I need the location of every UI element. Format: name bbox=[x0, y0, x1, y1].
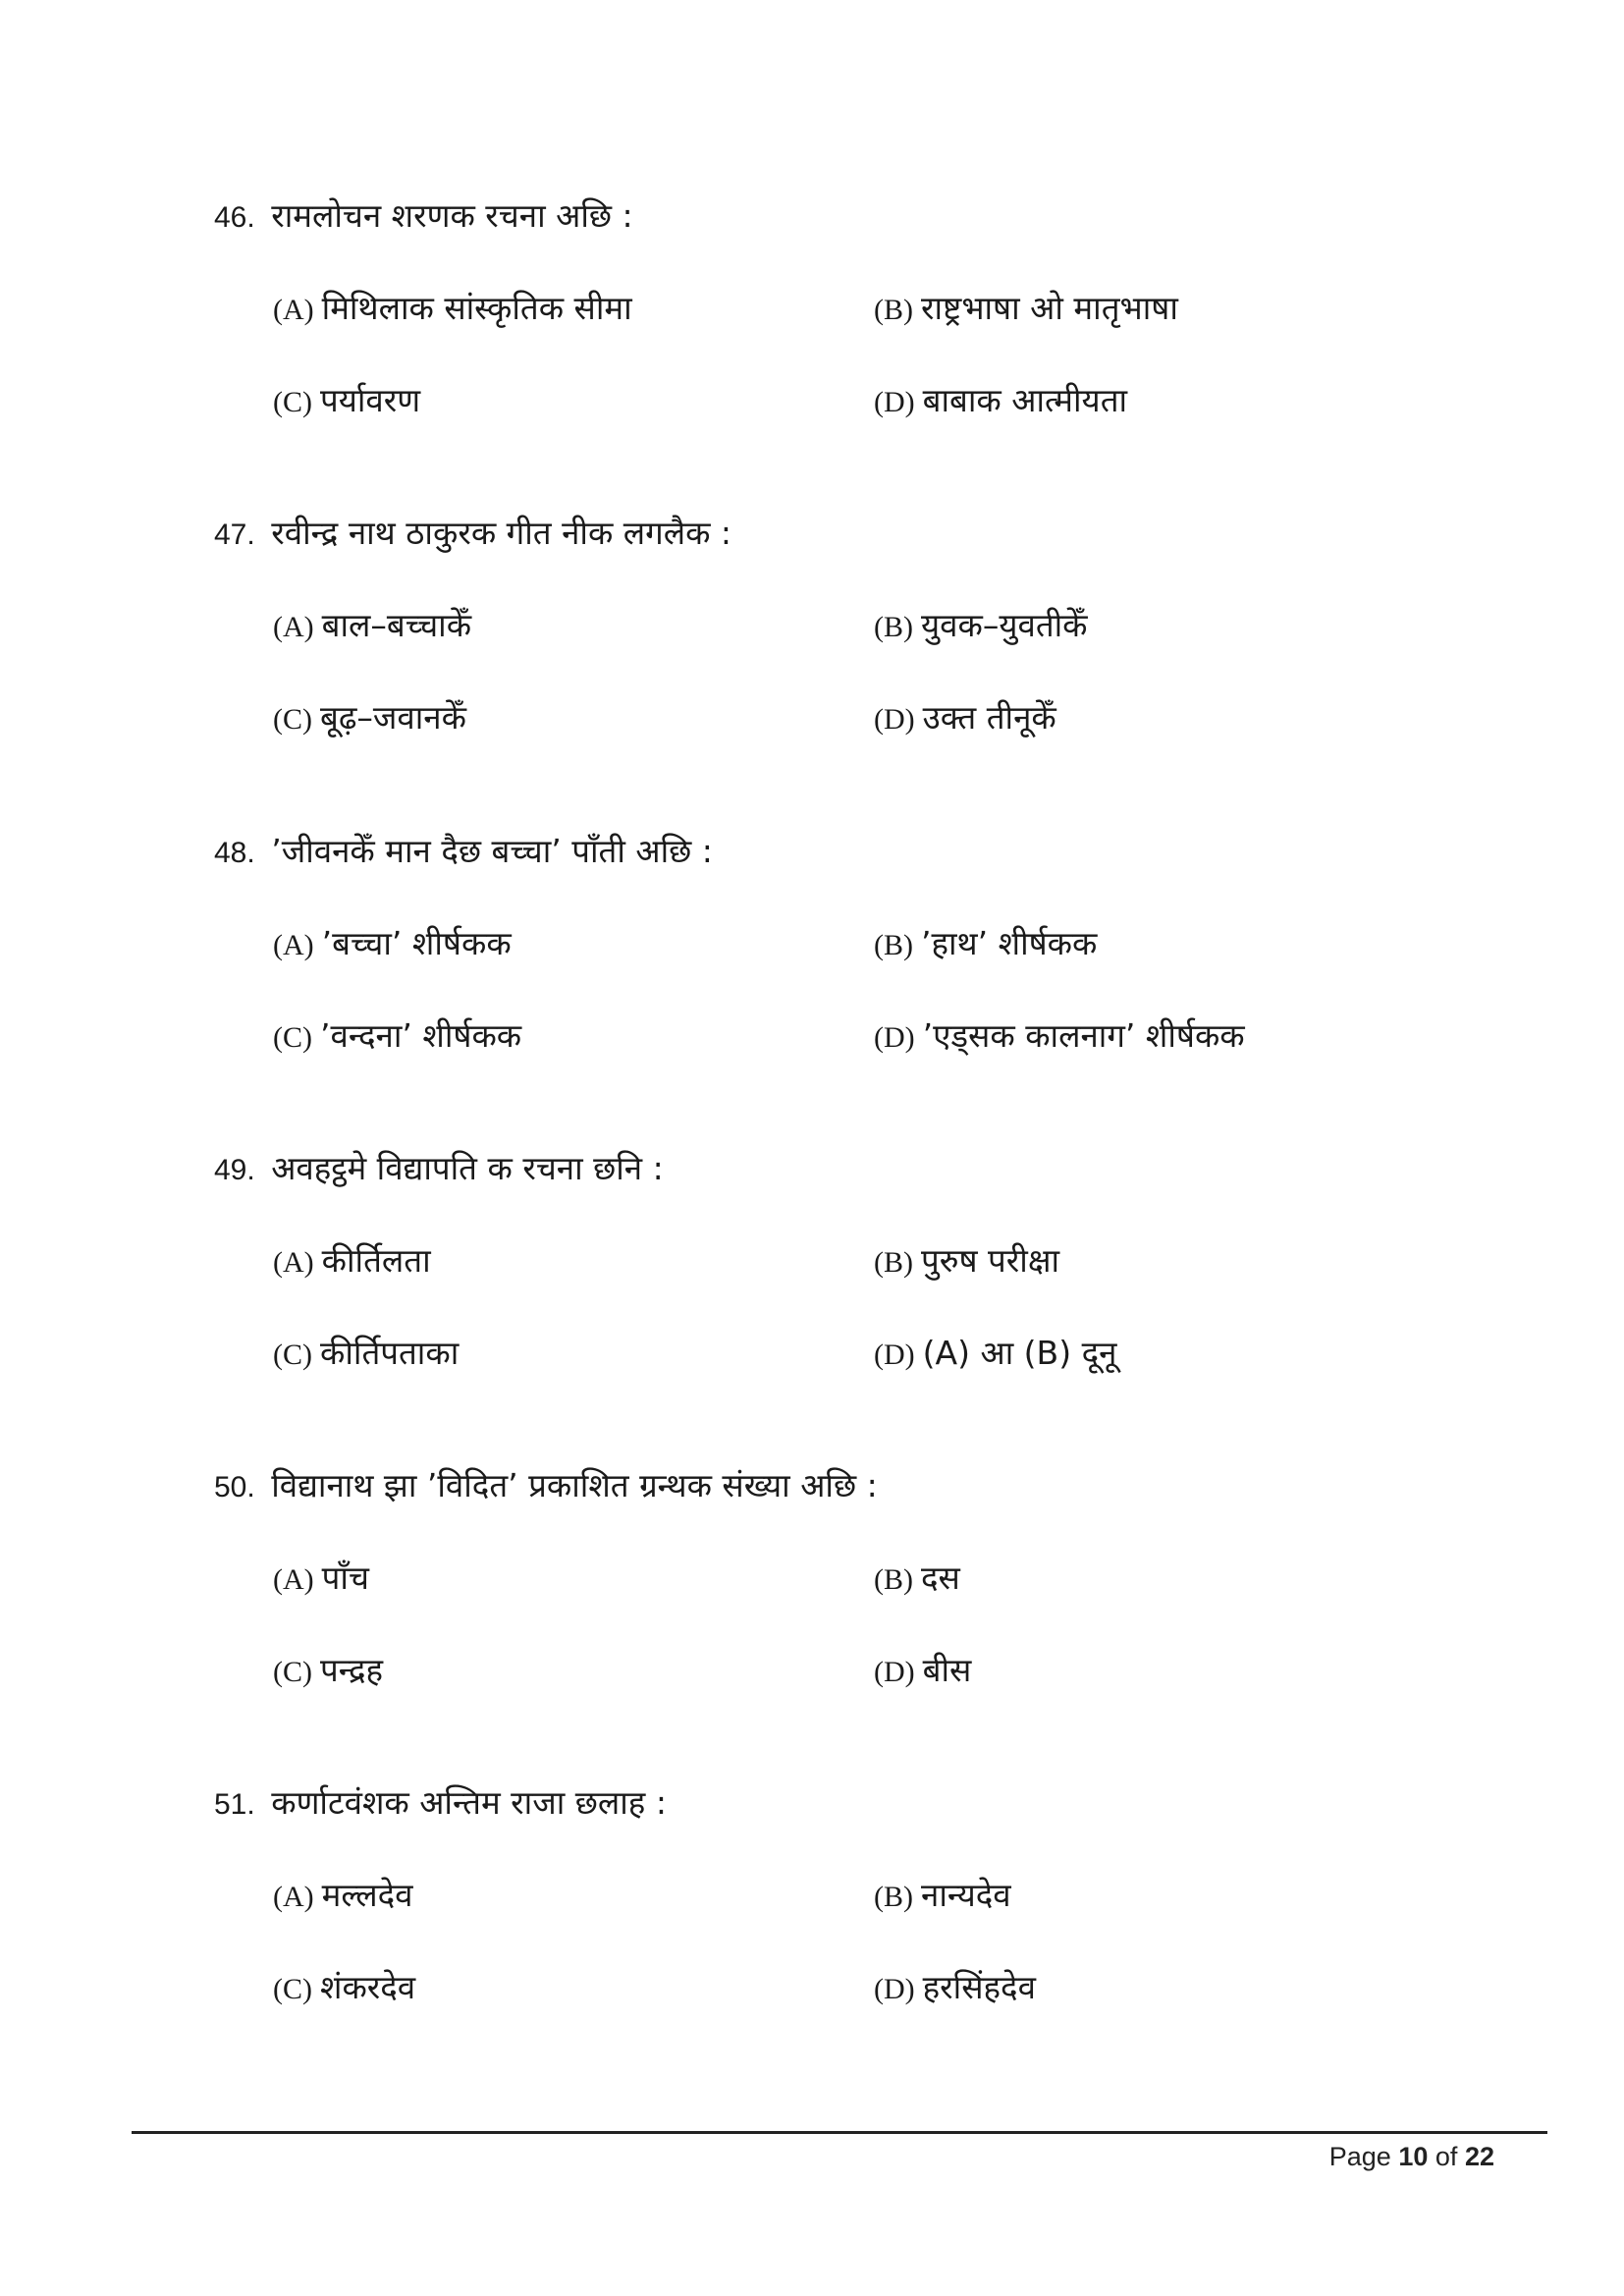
option-key: (B) bbox=[874, 1881, 913, 1913]
question-text: ’जीवनकेँ मान दैछ बच्चा’ पाँती अछि : bbox=[271, 832, 713, 870]
option-text: पाँच bbox=[321, 1558, 369, 1597]
option-b bbox=[874, 604, 1088, 649]
option-c bbox=[273, 1332, 459, 1377]
option-d bbox=[874, 696, 1056, 741]
footer-divider bbox=[132, 2131, 1547, 2134]
option-text: मिथिलाक सांस्कृतिक सीमा bbox=[321, 289, 632, 327]
question-stem bbox=[214, 512, 731, 557]
question-text: विद्यानाथ झा ’विदित’ प्रकाशित ग्रन्थक संख्या अछि : bbox=[271, 1466, 878, 1504]
question-stem bbox=[214, 1464, 878, 1509]
option-a bbox=[273, 1557, 369, 1602]
option-key: (A) bbox=[273, 1881, 314, 1913]
option-text: कीर्तिलता bbox=[321, 1241, 431, 1280]
option-a bbox=[273, 287, 632, 332]
option-key: (A) bbox=[273, 1246, 314, 1279]
of-word: of bbox=[1435, 2142, 1458, 2171]
question-number: 47. bbox=[214, 519, 255, 551]
question-text: रामलोचन शरणक रचना अछि : bbox=[271, 196, 633, 235]
question-number: 48. bbox=[214, 837, 255, 869]
option-d bbox=[874, 1332, 1116, 1377]
question-stem bbox=[214, 194, 633, 240]
option-text: ’बच्चा’ शीर्षकक bbox=[321, 924, 512, 962]
question-number: 46. bbox=[214, 201, 255, 234]
option-key: (C) bbox=[273, 1021, 312, 1054]
option-text: बाबाक आत्मीयता bbox=[922, 381, 1128, 419]
option-key: (D) bbox=[874, 1656, 915, 1688]
page-number bbox=[1329, 2139, 1494, 2174]
option-key: (B) bbox=[874, 1246, 913, 1279]
option-text: हरसिंहदेव bbox=[922, 1968, 1036, 2006]
option-key: (D) bbox=[874, 703, 915, 736]
option-b bbox=[874, 1239, 1059, 1285]
option-text: नान्यदेव bbox=[921, 1876, 1011, 1914]
option-text: राष्ट्रभाषा ओ मातृभाषा bbox=[921, 289, 1178, 327]
question-text: रवीन्द्र नाथ ठाकुरक गीत नीक लगलैक : bbox=[271, 514, 732, 552]
option-c bbox=[273, 1649, 383, 1694]
option-key: (C) bbox=[273, 1339, 312, 1371]
option-d bbox=[874, 1966, 1036, 2011]
option-key: (C) bbox=[273, 1656, 312, 1688]
option-c bbox=[273, 379, 420, 424]
option-d bbox=[874, 1014, 1245, 1060]
option-key: (B) bbox=[874, 611, 913, 643]
option-b bbox=[874, 1557, 960, 1602]
question-number: 49. bbox=[214, 1154, 255, 1186]
option-text: मल्लदेव bbox=[321, 1876, 413, 1914]
option-text: पर्यावरण bbox=[320, 381, 421, 419]
option-text: (A) आ (B) दूनू bbox=[922, 1334, 1117, 1372]
option-key: (D) bbox=[874, 1339, 915, 1371]
option-key: (C) bbox=[273, 386, 312, 418]
question-number: 50. bbox=[214, 1471, 255, 1503]
option-text: कीर्तिपताका bbox=[320, 1334, 460, 1372]
page-word: Page bbox=[1328, 2142, 1391, 2171]
option-c bbox=[273, 696, 466, 741]
option-d bbox=[874, 1649, 971, 1694]
option-key: (B) bbox=[874, 294, 913, 326]
option-c bbox=[273, 1014, 521, 1060]
option-text: बीस bbox=[922, 1651, 972, 1689]
option-text: पुरुष परीक्षा bbox=[921, 1241, 1060, 1280]
option-key: (B) bbox=[874, 929, 913, 961]
option-text: पन्द्रह bbox=[320, 1651, 383, 1689]
option-key: (A) bbox=[273, 611, 314, 643]
question-stem bbox=[214, 1147, 664, 1192]
option-a bbox=[273, 1239, 431, 1285]
option-key: (A) bbox=[273, 294, 314, 326]
option-text: ’हाथ’ शीर्षकक bbox=[921, 924, 1098, 962]
option-a bbox=[273, 922, 512, 967]
option-key: (D) bbox=[874, 1973, 915, 2005]
option-key: (B) bbox=[874, 1563, 913, 1596]
question-stem bbox=[214, 1781, 667, 1827]
option-a bbox=[273, 1874, 413, 1919]
option-key: (A) bbox=[273, 1563, 314, 1596]
question-number: 51. bbox=[214, 1788, 255, 1821]
option-key: (A) bbox=[273, 929, 314, 961]
total-pages: 22 bbox=[1464, 2142, 1494, 2171]
option-b bbox=[874, 287, 1178, 332]
option-b bbox=[874, 1874, 1011, 1919]
option-key: (C) bbox=[273, 703, 312, 736]
option-b bbox=[874, 922, 1097, 967]
question-text: अवहट्ठमे विद्यापति क रचना छनि : bbox=[271, 1149, 664, 1187]
option-key: (D) bbox=[874, 1021, 915, 1054]
option-c bbox=[273, 1966, 415, 2011]
option-text: ’एड्सक कालनाग’ शीर्षकक bbox=[922, 1016, 1245, 1055]
option-a bbox=[273, 604, 471, 649]
option-text: बाल–बच्चाकेँ bbox=[321, 606, 472, 644]
option-key: (C) bbox=[273, 1973, 312, 2005]
option-text: युवक–युवतीकेँ bbox=[921, 606, 1088, 644]
question-stem bbox=[214, 830, 713, 875]
option-text: उक्त तीनूकेँ bbox=[922, 698, 1056, 737]
option-text: ’वन्दना’ शीर्षकक bbox=[320, 1016, 522, 1055]
question-text: कर्णाटवंशक अन्तिम राजा छलाह : bbox=[271, 1783, 667, 1822]
option-key: (D) bbox=[874, 386, 915, 418]
option-text: बूढ़–जवानकेँ bbox=[320, 698, 466, 737]
option-d bbox=[874, 379, 1127, 424]
current-page: 10 bbox=[1398, 2142, 1429, 2171]
option-text: दस bbox=[921, 1558, 960, 1597]
option-text: शंकरदेव bbox=[320, 1968, 416, 2006]
